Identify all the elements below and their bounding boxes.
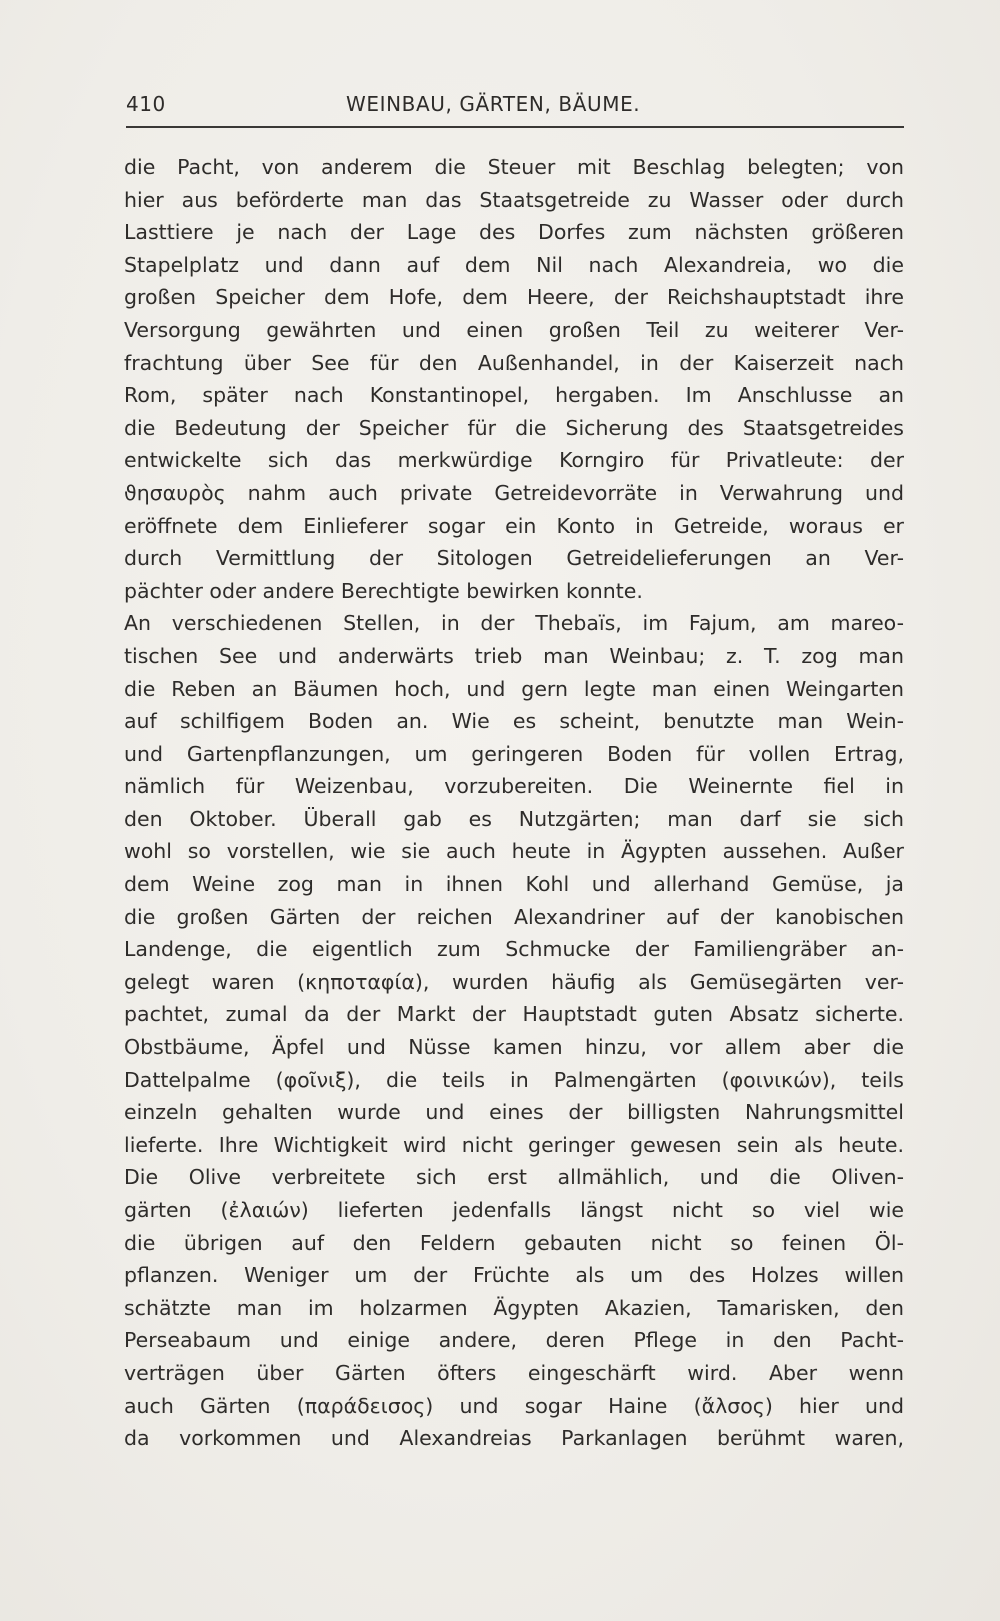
text-line: und Gartenpflanzungen, um geringeren Boden für vollen Ertrag, [124,741,904,766]
text-line: einzeln gehalten wurde und eines der billigsten Nahrungsmittel [124,1100,904,1125]
text-line: tischen See und anderwärts trieb man Weinbau; z. T. zog man [124,643,904,668]
header-rule [126,126,904,128]
text-line: Stapelplatz und dann auf dem Nil nach Alexandreia, wo die [124,252,904,277]
text-line: Rom, später nach Konstantinopel, hergaben. Im Anschlusse an [124,383,904,408]
text-line: dem Weine zog man in ihnen Kohl und allerhand Gemüse, ja [124,872,904,897]
text-line: wohl so vorstellen, wie sie auch heute in Ägypten aussehen. Außer [124,839,904,864]
text-line: da vorkommen und Alexandreias Parkanlagen berühmt waren, [124,1426,904,1451]
text-line: pächter oder andere Berechtigte bewirken konnte. [124,578,643,603]
text-line: gelegt waren (κηποταφία), wurden häufig als Gemüsegärten ver- [124,969,904,994]
text-line: verträgen über Gärten öfters eingeschärft wird. Aber wenn [124,1360,904,1385]
text-line: die großen Gärten der reichen Alexandriner auf der kanobischen [124,904,904,929]
text-line: die Reben an Bäumen hoch, und gern legte man einen Weingarten [124,676,904,701]
text-line: die übrigen auf den Feldern gebauten nicht so feinen Öl- [124,1230,904,1255]
text-line: Landenge, die eigentlich zum Schmucke der Familiengräber an- [124,937,904,962]
text-line: schätzte man im holzarmen Ägypten Akazien, Tamarisken, den [124,1295,904,1320]
text-line: Versorgung gewährten und einen großen Teil zu weiterer Ver- [124,317,904,342]
text-line: großen Speicher dem Hofe, dem Heere, der Reichshauptstadt ihre [124,285,904,310]
text-line: ϑησαυρὸς nahm auch private Getreidevorräte in Verwahrung und [124,480,904,505]
text-line: pflanzen. Weniger um der Früchte als um des Holzes willen [124,1263,904,1288]
text-line: durch Vermittlung der Sitologen Getreidelieferungen an Ver- [124,546,904,571]
body-text [124,151,904,1455]
text-line: An verschiedenen Stellen, in der Thebaïs, im Fajum, am mareo- [124,611,904,636]
text-line: Perseabaum und einige andere, deren Pflege in den Pacht- [124,1328,904,1353]
text-line: die Pacht, von anderem die Steuer mit Beschlag belegten; von [124,155,904,179]
text-line: den Oktober. Überall gab es Nutzgärten; man darf sie sich [124,806,904,831]
text-line: Obstbäume, Äpfel und Nüsse kamen hinzu, vor allem aber die [124,1035,904,1060]
page-number: 410 [126,92,166,116]
text-line: Lasttiere je nach der Lage des Dorfes zum nächsten größeren [124,220,904,245]
text-line: auch Gärten (παράδεισος) und sogar Haine (ἄλσος) hier und [124,1393,904,1418]
text-line: lieferte. Ihre Wichtigkeit wird nicht geringer gewesen sein als heute. [124,1132,904,1157]
page-header [126,92,904,124]
text-line: frachtung über See für den Außenhandel, in der Kaiserzeit nach [124,350,904,375]
text-line: pachtet, zumal da der Markt der Hauptstadt guten Absatz sicherte. [124,1002,904,1027]
text-line: gärten (ἐλαιών) lieferten jedenfalls längst nicht so viel wie [124,1198,904,1222]
text-line: eröffnete dem Einlieferer sogar ein Konto in Getreide, woraus er [124,513,904,538]
text-line: die Bedeutung der Speicher für die Sicherung des Staatsgetreides [124,415,904,440]
text-line: nämlich für Weizenbau, vorzubereiten. Die Weinernte fiel in [124,774,904,799]
text-line: auf schilfigem Boden an. Wie es scheint, benutzte man Wein- [124,709,904,734]
running-head: WEINBAU, GÄRTEN, BÄUME. [346,92,641,116]
text-line: entwickelte sich das merkwürdige Korngiro für Privatleute: der [124,448,904,473]
text-line: Die Olive verbreitete sich erst allmählich, und die Oliven- [124,1165,904,1190]
text-line: Dattelpalme (φοῖνιξ), die teils in Palmengärten (φοινικών), teils [124,1067,904,1092]
text-line: hier aus beförderte man das Staatsgetreide zu Wasser oder durch [124,187,904,212]
